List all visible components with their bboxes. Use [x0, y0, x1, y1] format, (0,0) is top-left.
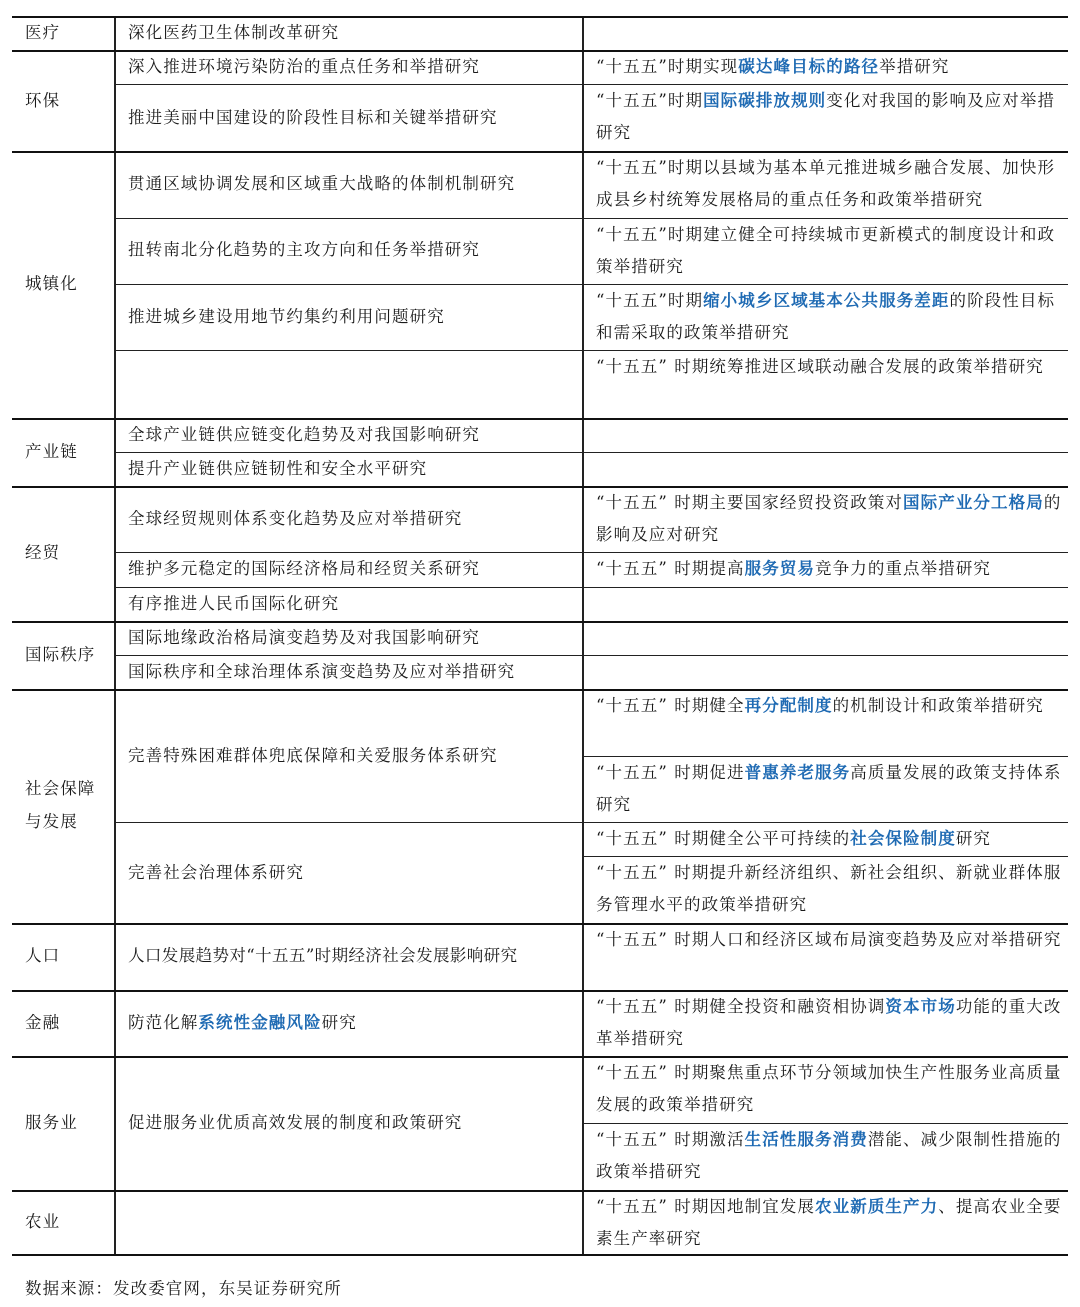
research-topic: 有序推进人民币国际化研究	[128, 594, 340, 613]
sub-topic	[596, 285, 1064, 349]
text-fragment: “十五五” 时期激活	[596, 1130, 745, 1149]
text-fragment: “十五五” 时期提高	[596, 559, 745, 578]
sub-topic	[596, 857, 1064, 921]
text-fragment: 举措研究	[879, 57, 950, 76]
text-fragment: “十五五”时期实现	[596, 57, 739, 76]
emphasized-phrase: 普惠养老服务	[744, 763, 851, 782]
sub-topic	[596, 51, 1064, 83]
text-fragment: 研究	[321, 1013, 357, 1032]
sub-topic	[596, 219, 1064, 283]
category-label: 农业	[25, 1212, 61, 1231]
text-fragment: 变化对我国的影响及应对举措研究	[596, 91, 1056, 142]
text-fragment: 的机制设计和政策举措研究	[832, 696, 1044, 715]
text-fragment: “十五五”时期建立健全可持续城市更新模式的制度设计和政策举措研究	[596, 225, 1056, 276]
sub-topic	[596, 1191, 1064, 1255]
research-topic: 全球经贸规则体系变化趋势及应对举措研究	[128, 509, 463, 528]
category-label: 产业链	[25, 442, 78, 461]
category-label: 医疗	[25, 23, 61, 42]
text-fragment: 高质量发展的政策支持体系研究	[596, 763, 1062, 814]
text-fragment: “十五五” 时期因地制宜发展	[596, 1197, 816, 1216]
sub-topic	[596, 553, 1064, 585]
research-topic: 国际秩序和全球治理体系演变趋势及应对举措研究	[128, 662, 516, 681]
research-topic: 维护多元稳定的国际经济格局和经贸关系研究	[128, 559, 480, 578]
sub-topic	[596, 85, 1064, 149]
sub-topic	[596, 152, 1064, 216]
category-label-line2: 与发展	[25, 812, 78, 831]
emphasized-phrase: 社会保险制度	[850, 829, 956, 848]
emphasized-phrase: 系统性金融风险	[198, 1013, 322, 1032]
text-fragment: “十五五” 时期健全公平可持续的	[596, 829, 851, 848]
category-label: 社会保障	[25, 779, 96, 798]
category-label: 金融	[25, 1013, 61, 1032]
text-fragment: “十五五” 时期健全	[596, 696, 745, 715]
text-fragment: “十五五”时期	[596, 291, 704, 310]
category-label: 城镇化	[25, 274, 78, 293]
sub-topic	[596, 757, 1064, 821]
research-topic: 促进服务业优质高效发展的制度和政策研究	[128, 1113, 463, 1132]
emphasized-phrase: 农业新质生产力	[815, 1197, 939, 1216]
text-fragment: “十五五” 时期提升新经济组织、新社会组织、新就业群体服务管理水平的政策举措研究	[596, 863, 1062, 914]
research-topic: 贯通区域协调发展和区域重大战略的体制机制研究	[128, 174, 516, 193]
category-label: 人口	[25, 946, 61, 965]
emphasized-phrase: 缩小城乡区域基本公共服务差距	[703, 291, 950, 310]
category-label: 国际秩序	[25, 645, 96, 664]
sub-topic	[596, 351, 1064, 383]
text-fragment: 、提高农业全要素生产率研究	[596, 1197, 1062, 1248]
sub-topic	[596, 690, 1064, 722]
research-topic: 提升产业链供应链韧性和安全水平研究	[128, 459, 428, 478]
research-topic: 深化医药卫生体制改革研究	[128, 23, 340, 42]
text-fragment: 功能的重大改革举措研究	[596, 997, 1062, 1048]
research-topic: 国际地缘政治格局演变趋势及对我国影响研究	[128, 628, 480, 647]
emphasized-phrase: 国际产业分工格局	[903, 493, 1044, 512]
text-fragment: “十五五” 时期健全投资和融资相协调	[596, 997, 886, 1016]
text-fragment: 竞争力的重点举措研究	[815, 559, 992, 578]
column-divider	[114, 16, 116, 1254]
emphasized-phrase: 生活性服务消费	[744, 1130, 868, 1149]
sub-topic	[596, 924, 1064, 956]
text-fragment: “十五五” 时期主要国家经贸投资政策对	[596, 493, 904, 512]
text-fragment: “十五五” 时期人口和经济区域布局演变趋势及应对举措研究	[596, 930, 1062, 949]
emphasized-phrase: 资本市场	[885, 997, 956, 1016]
category-label: 环保	[25, 91, 61, 110]
text-fragment: 防范化解	[128, 1013, 199, 1032]
research-topic: 完善社会治理体系研究	[128, 863, 304, 882]
research-topic: 扭转南北分化趋势的主攻方向和任务举措研究	[128, 240, 480, 259]
text-fragment: 研究	[955, 829, 992, 848]
category-label: 服务业	[25, 1113, 78, 1132]
research-topic: 人口发展趋势对“十五五”时期经济社会发展影响研究	[128, 946, 518, 965]
text-fragment: “十五五”时期	[596, 91, 704, 110]
sub-topic	[596, 1057, 1064, 1121]
category-label: 经贸	[25, 543, 61, 562]
text-fragment: 的阶段性目标和需采取的政策举措研究	[596, 291, 1056, 342]
emphasized-phrase: 国际碳排放规则	[703, 91, 827, 110]
column-divider	[582, 16, 584, 1254]
sub-topic	[596, 1124, 1064, 1188]
emphasized-phrase: 服务贸易	[744, 559, 816, 578]
text-fragment: “十五五”时期以县域为基本单元推进城乡融合发展、加快形成县乡村统筹发展格局的重点任务和政策举措研究	[596, 158, 1056, 209]
text-fragment: “十五五” 时期统筹推进区域联动融合发展的政策举措研究	[596, 357, 1044, 376]
research-topic: 完善特殊困难群体兜底保障和关爱服务体系研究	[128, 746, 498, 765]
sub-topic	[596, 823, 1064, 855]
research-topic: 推进城乡建设用地节约集约利用问题研究	[128, 307, 445, 326]
text-fragment: “十五五” 时期聚焦重点环节分领域加快生产性服务业高质量发展的政策举措研究	[596, 1063, 1062, 1114]
emphasized-phrase: 碳达峰目标的路径	[738, 57, 880, 76]
text-fragment: 潜能、减少限制性措施的政策举措研究	[596, 1130, 1062, 1181]
emphasized-phrase: 再分配制度	[744, 696, 833, 715]
research-topic: 推进美丽中国建设的阶段性目标和关键举措研究	[128, 108, 498, 127]
research-topic: 深入推进环境污染防治的重点任务和举措研究	[128, 57, 480, 76]
sub-topic	[596, 991, 1064, 1055]
research-topic: 全球产业链供应链变化趋势及对我国影响研究	[128, 425, 480, 444]
research-topic	[128, 1007, 357, 1039]
text-fragment: “十五五” 时期促进	[596, 763, 745, 782]
text-fragment: 的影响及应对研究	[596, 493, 1062, 544]
data-source-note: 数据来源：发改委官网，东吴证券研究所	[25, 1279, 342, 1298]
sub-topic	[596, 487, 1064, 551]
